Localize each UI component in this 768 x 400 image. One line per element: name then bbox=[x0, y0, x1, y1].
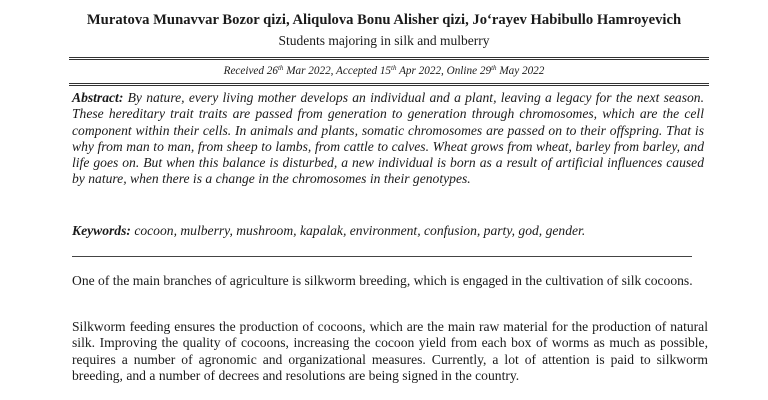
online-date: Apr 2022, Online 29 bbox=[396, 65, 492, 77]
keywords-text: cocoon, mulberry, mushroom, kapalak, environment, confusion, party, god, gender. bbox=[134, 223, 586, 238]
abstract-label: Abstract: bbox=[72, 90, 124, 105]
online-year: May 2022 bbox=[496, 65, 545, 77]
separator-line bbox=[72, 256, 692, 257]
body-paragraph-2: Silkworm feeding ensures the production of cocoons, which are the main raw material for the production of natural silk. Improving the quality of cocoons, increasing the cocoon yield from each box of worms as much as possible, requires a number of agronomic and organizational measures. Currently, a lot of attention is paid to silkworm breeding, and a number of decrees and resolutions are being signed in the country. bbox=[72, 319, 708, 383]
publication-dates bbox=[0, 65, 768, 77]
body-paragraph-1: One of the main branches of agriculture is silkworm breeding, which is engaged in the cultivation of silk cocoons. bbox=[72, 273, 693, 288]
received-date: Received 26 bbox=[223, 65, 278, 77]
accepted-ordinal: th bbox=[391, 64, 397, 72]
keywords-label: Keywords: bbox=[72, 223, 131, 238]
online-ordinal: th bbox=[491, 64, 497, 72]
authors-line: Muratova Munavvar Bozor qizi, Aliqulova Bonu Alisher qizi, Jo‘rayev Habibullo Hamroyevich bbox=[86, 12, 682, 28]
abstract bbox=[72, 90, 704, 188]
received-ordinal: th bbox=[277, 64, 284, 72]
top-rule bbox=[69, 57, 709, 60]
affiliation-line: Students majoring in silk and mulberry bbox=[278, 33, 490, 48]
abstract-top-rule bbox=[69, 83, 709, 86]
accepted-date: Mar 2022, Accepted 15 bbox=[283, 65, 392, 77]
abstract-text: By nature, every living mother develops an individual and a plant, leaving a legacy for the next season. These hereditary trait traits are passed from generation to generation through chromosomes, which are the cell component within their cells. In animals and plants, somatic chromosomes are passed on to their offspring. That is why from man to man, from sheep to lambs, from cattle to calves. Wheat grows from wheat, barley from barley, and life goes on. But when this balance is disturbed, a new individual is born as a result of artificial influences caused by nature, when there is a change in the chromosomes in their genotypes. bbox=[72, 90, 704, 187]
keywords bbox=[72, 223, 704, 239]
